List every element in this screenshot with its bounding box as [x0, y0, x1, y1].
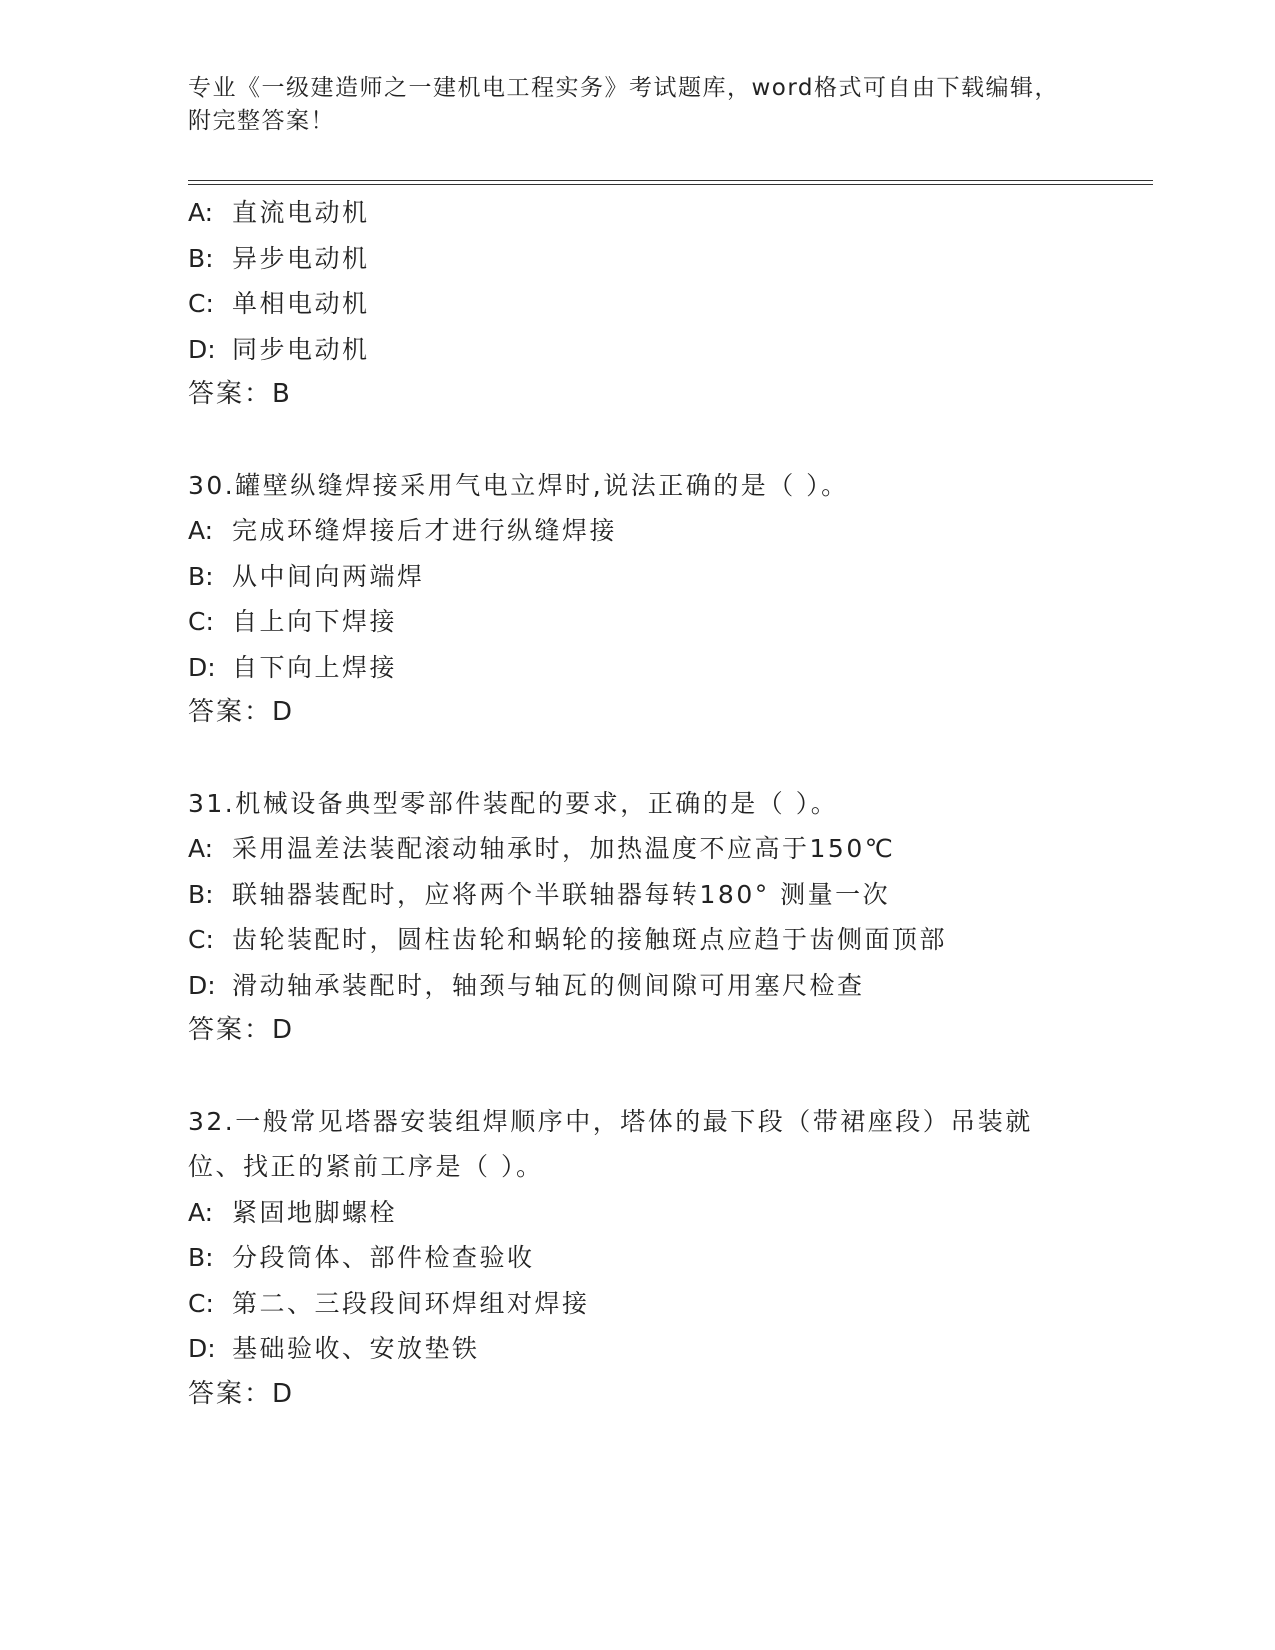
option-d	[188, 327, 1148, 373]
question-text: 31.机械设备典型零部件装配的要求，正确的是（ ）。	[188, 788, 839, 818]
option-text: 基础验收、安放垫铁	[232, 1334, 480, 1363]
header-divider-bottom	[188, 184, 1153, 185]
option-text: 同步电动机	[232, 334, 370, 364]
option-text: 完成环缝焊接后才进行纵缝焊接	[232, 516, 618, 545]
option-text: 自下向上焊接	[232, 652, 398, 682]
option-text: 分段筒体、部件检查验收	[232, 1243, 535, 1272]
header-line-1: 专业《一级建造师之一建机电工程实务》考试题库，word格式可自由下载编辑，	[188, 75, 1060, 101]
option-a	[188, 1190, 1148, 1236]
option-text: 自上向下焊接	[232, 607, 398, 636]
option-text: 单相电动机	[232, 289, 370, 318]
option-text: 直流电动机	[232, 198, 370, 227]
option-label: B:	[188, 243, 214, 273]
header-divider-top	[188, 180, 1153, 181]
question-block-32	[188, 1099, 1148, 1418]
option-b	[188, 236, 1148, 282]
option-label: D:	[188, 1334, 216, 1363]
answer-label: 答案：	[188, 379, 273, 409]
option-c	[188, 281, 1148, 327]
option-d	[188, 1326, 1148, 1372]
option-text: 从中间向两端焊	[232, 561, 425, 591]
option-label: D:	[188, 334, 216, 364]
answer-value: D	[272, 697, 294, 727]
question-block-31	[188, 781, 1148, 1054]
option-b	[188, 872, 1148, 918]
option-label: A:	[188, 198, 214, 227]
option-a	[188, 826, 1148, 872]
option-label: B:	[188, 879, 214, 909]
answer-label: 答案：	[188, 1015, 273, 1045]
option-b	[188, 554, 1148, 600]
option-label: C:	[188, 289, 214, 318]
option-d	[188, 645, 1148, 691]
answer-value: D	[272, 1015, 294, 1045]
answer-line	[188, 1008, 1148, 1054]
answer-line	[188, 372, 1148, 418]
option-label: C:	[188, 925, 214, 954]
option-label: A:	[188, 1197, 214, 1227]
option-text: 第二、三段段间环焊组对焊接	[232, 1288, 590, 1318]
option-label: C:	[188, 1288, 214, 1318]
option-c	[188, 917, 1148, 963]
answer-label: 答案：	[188, 697, 273, 727]
option-label: B:	[188, 561, 214, 591]
option-text: 滑动轴承装配时，轴颈与轴瓦的侧间隙可用塞尺检查	[232, 970, 865, 1000]
option-text: 紧固地脚螺栓	[232, 1197, 398, 1227]
option-label: C:	[188, 607, 214, 636]
document-header	[188, 72, 1088, 138]
option-label: A:	[188, 834, 214, 863]
option-b	[188, 1235, 1148, 1281]
option-a	[188, 190, 1148, 236]
option-label: A:	[188, 516, 214, 545]
option-text: 联轴器装配时，应将两个半联轴器每转180° 测量一次	[232, 879, 891, 909]
option-text: 齿轮装配时，圆柱齿轮和蜗轮的接触斑点应趋于齿侧面顶部	[232, 925, 948, 954]
question-block-30	[188, 463, 1148, 736]
question-block-29	[188, 190, 1148, 418]
question-list	[188, 190, 1148, 1462]
option-label: D:	[188, 970, 216, 1000]
option-a	[188, 508, 1148, 554]
answer-line	[188, 690, 1148, 736]
option-label: B:	[188, 1243, 214, 1272]
option-text: 异步电动机	[232, 243, 370, 273]
option-c	[188, 1281, 1148, 1327]
header-line-2: 附完整答案！	[188, 108, 335, 134]
answer-label: 答案：	[188, 1378, 273, 1409]
option-c	[188, 599, 1148, 645]
question-text: 32.一般常见塔器安装组焊顺序中，塔体的最下段（带裙座段）吊装就位、找正的紧前工序是（ ）。	[188, 1106, 1033, 1181]
question-text: 30.罐壁纵缝焊接采用气电立焊时,说法正确的是（ ）。	[188, 470, 849, 500]
option-text: 采用温差法装配滚动轴承时，加热温度不应高于150℃	[232, 834, 896, 863]
option-d	[188, 963, 1148, 1009]
answer-value: D	[272, 1378, 294, 1409]
answer-value: B	[272, 379, 291, 409]
option-label: D:	[188, 652, 216, 682]
answer-line	[188, 1372, 1148, 1418]
